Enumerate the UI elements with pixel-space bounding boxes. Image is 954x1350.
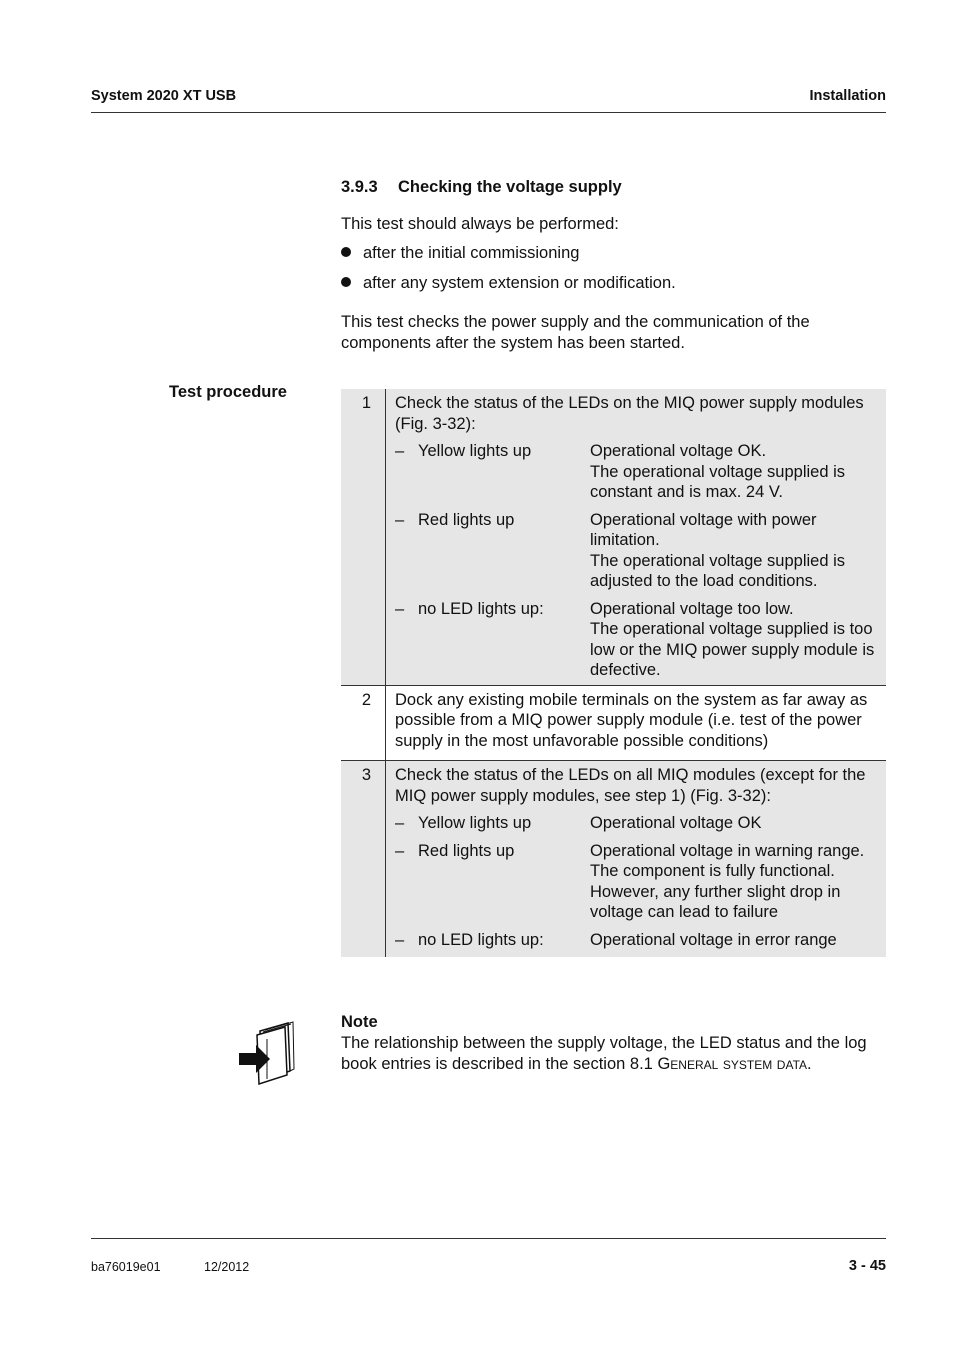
bullet-dot-icon <box>341 277 351 287</box>
step-row <box>341 389 886 685</box>
bullet-item: after any system extension or modification. <box>341 273 886 294</box>
step-sub-item: – Red lights up Operational voltage with power limitation. The operational voltage supplied is adjusted to the load conditions. <box>395 510 878 592</box>
header-title: System 2020 XT USB <box>91 88 237 104</box>
step-sub-item: – Yellow lights up Operational voltage OK <box>395 813 878 834</box>
led-condition: Yellow lights up <box>418 814 532 832</box>
step-number: 3 <box>341 761 386 957</box>
step-body <box>386 389 886 685</box>
header-chapter: Installation <box>809 88 886 104</box>
note-title: Note <box>341 1013 378 1031</box>
book-reference-icon <box>238 1019 296 1085</box>
led-condition: Red lights up <box>418 841 515 860</box>
step-row <box>341 686 886 761</box>
section-heading <box>341 177 622 198</box>
led-condition: Yellow lights up <box>418 442 532 460</box>
step-body <box>386 761 886 957</box>
led-description: Operational voltage in error range <box>590 930 837 949</box>
led-condition: no LED lights up: <box>418 599 544 618</box>
footer-doc-id: ba76019e01 <box>91 1260 161 1274</box>
led-description: Operational voltage OK <box>590 814 762 832</box>
section-number: 3.9.3 <box>341 178 378 196</box>
bullet-item: after the initial commissioning <box>341 243 886 264</box>
description-paragraph: This test checks the power supply and the communication of the components after the system has been started. <box>341 313 810 352</box>
header-rule <box>91 112 886 113</box>
step-sub-item: – no LED lights up: Operational voltage too low. The operational voltage supplied is too low or the MIQ power supply module is defective. <box>395 599 878 681</box>
led-condition: Red lights up <box>418 510 515 529</box>
step-body <box>386 686 886 761</box>
led-description: Operational voltage in warning range. The component is fully functional. However, any further slight drop in voltage can lead to failure <box>590 841 865 921</box>
step-sub-item: – no LED lights up: Operational voltage in error range <box>395 930 878 951</box>
bullet-dot-icon <box>341 247 351 257</box>
section-reference-link[interactable]: General system data <box>657 1054 808 1073</box>
footer-date: 12/2012 <box>204 1260 250 1274</box>
page-number: 3 - 45 <box>848 1258 886 1274</box>
step-sub-item: – Yellow lights up Operational voltage OK. The operational voltage supplied is constant and is max. 24 V. <box>395 441 878 503</box>
intro-text: This test should always be performed: <box>341 215 619 233</box>
step-text: Dock any existing mobile terminals on the system as far away as possible from a MIQ power supply module (i.e. test of the power supply in the most unfavorable possible conditions) <box>395 690 868 750</box>
led-description: Operational voltage with power limitation. The operational voltage supplied is adjusted to the load conditions. <box>590 510 846 590</box>
step-text: Check the status of the LEDs on the MIQ power supply modules (Fig. 3-32): <box>395 394 864 433</box>
led-description: Operational voltage too low. The operational voltage supplied is too low or the MIQ power supply module is defective. <box>590 599 875 679</box>
step-sub-item: – Red lights up Operational voltage in warning range. The component is fully functional. However, any further slight drop in voltage can lead to failure <box>395 841 878 923</box>
led-description: Operational voltage OK. The operational voltage supplied is constant and is max. 24 V. <box>590 442 846 501</box>
led-condition: no LED lights up: <box>418 930 544 949</box>
section-title: Checking the voltage supply <box>398 178 622 196</box>
step-row <box>341 761 886 957</box>
side-label: Test procedure <box>169 383 287 401</box>
procedure-table <box>341 389 886 957</box>
step-number: 1 <box>341 389 386 685</box>
note-text: The relationship between the supply voltage, the LED status and the log book entries is described in the section 8.1 General system data. <box>341 1034 867 1073</box>
footer-rule <box>91 1238 886 1239</box>
step-text: Check the status of the LEDs on all MIQ modules (except for the MIQ power supply modules, see step 1) (Fig. 3-32): <box>395 766 866 805</box>
step-number: 2 <box>341 686 386 761</box>
